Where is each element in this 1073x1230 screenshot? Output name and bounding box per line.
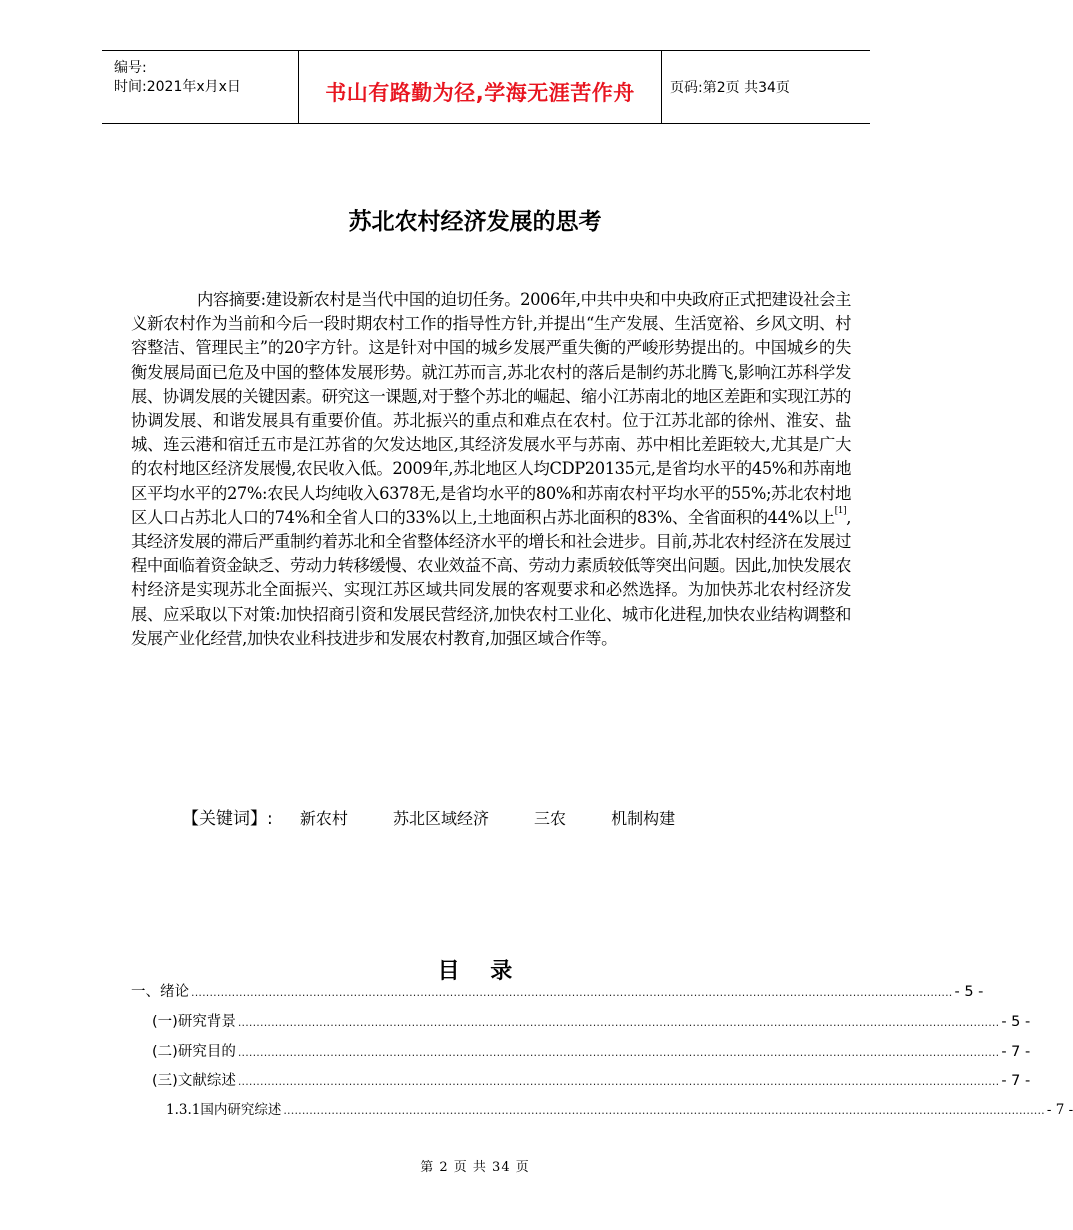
toc-leader-dots: .............................................................................................................................................................................................................. [191,986,953,999]
toc-entry-text: (一)研究背景 [152,1014,236,1030]
toc-entry-page: - 7 - [1001,1073,1031,1089]
toc-entry-literature[interactable] [152,1069,1031,1089]
keyword-item: 三农 [534,809,567,828]
document-time-label: 时间:2021年x月x日 [114,79,241,95]
toc-leader-dots: .............................................................................................................................................................................................................. [237,1046,1000,1059]
toc-entry-text: 一、绪论 [131,984,189,1000]
page-footer: 第 2 页 共 34 页 [420,1160,530,1175]
toc-leader-dots: .............................................................................................................................................................................................................. [237,1075,1000,1088]
citation-reference[interactable]: [1] [834,505,847,516]
keyword-item: 苏北区域经济 [392,809,489,828]
keyword-item: 机制构建 [611,809,676,828]
header-page-cell [662,51,870,123]
header-page-info: 页码:第2页 共34页 [670,80,790,96]
keyword-item: 新农村 [299,809,348,828]
toc-title: 目 录 [437,959,513,984]
toc-leader-dots: .............................................................................................................................................................................................................. [283,1104,1045,1117]
abstract-text-part1: 内容摘要:建设新农村是当代中国的迫切任务。2006年,中共中央和中央政府正式把建设社会主义新农村作为当前和今后一段时期农村工作的指导性方针,并提出“生产发展、生活宽裕、乡风文明、村容整洁、管理民主”的20字方针。这是针对中国的城乡发展严重失衡的严峻形势提出的。中国城乡的失衡发展局面已危及中国的整体发展形势。就江苏而言,苏北农村的落后是制约苏北腾飞,影响江苏科学发展、协调发展的关键因素。研究这一课题,对于整个苏北的崛起、缩小江苏南北的地区差距和实现江苏的协调发展、和谐发展具有重要价值。苏北振兴的重点和难点在农村。位于江苏北部的徐州、淮安、盐城、连云港和宿迁五市是江苏省的欠发达地区,其经济发展水平与苏南、苏中相比差距较大,尤其是广大的农村地区经济发展慢,农民收入低。2009年,苏北地区人均CDP20135元,是省均水平的45%和苏南地区平均水平的27%:农民人均纯收入6378无,是省均水平的80%和苏南农村平均水平的55%;苏北农村地区人口占苏北人口的74%和全省人口的33%以上,土地面积占苏北面积的83%、全省面积的44%以上 [131,290,851,527]
abstract-paragraph [131,288,851,651]
toc-entry-background[interactable] [152,1010,1031,1030]
toc-entry-text: 1.3.1国内研究综述 [166,1102,282,1118]
toc-entry-page: - 5 - [954,984,984,1000]
header-motto-cell [298,51,662,123]
toc-entry-page: - 7 - [1001,1044,1031,1060]
header-table [102,50,870,124]
toc-entry-text: (三)文献综述 [152,1073,236,1089]
header-motto: 书山有路勤为径,学海无涯苦作舟 [325,81,635,105]
abstract-text-part2: ,其经济发展的滞后严重制约着苏北和全省整体经济水平的增长和社会进步。目前,苏北农村经济在发展过程中面临着资金缺乏、劳动力转移缓慢、农业效益不高、劳动力素质较低等突出问题。因此,加快发展农村经济是实现苏北全面振兴、实现江苏区域共同发展的客观要求和必然选择。为加快苏北农村经济发展、应采取以下对策:加快招商引资和发展民营经济,加快农村工业化、城市化进程,加快农业结构调整和发展产业化经营,加快农业科技进步和发展农村教育,加强区域合作等。 [131,507,851,648]
document-title: 苏北农村经济发展的思考 [348,209,602,235]
toc-leader-dots: .............................................................................................................................................................................................................. [237,1016,1000,1029]
toc-entry-page: - 5 - [1001,1014,1031,1030]
toc-entry-intro[interactable] [131,980,984,1000]
keywords-line [182,804,693,829]
keywords-label: 【关键词】: [182,809,273,829]
toc-entry-purpose[interactable] [152,1040,1031,1060]
toc-entry-domestic-review[interactable] [166,1098,1073,1118]
header-meta-cell [102,51,298,123]
document-number-label: 编号: [114,60,147,76]
toc-entry-page: - 7 - [1046,1102,1073,1118]
toc-entry-text: (二)研究目的 [152,1044,236,1060]
